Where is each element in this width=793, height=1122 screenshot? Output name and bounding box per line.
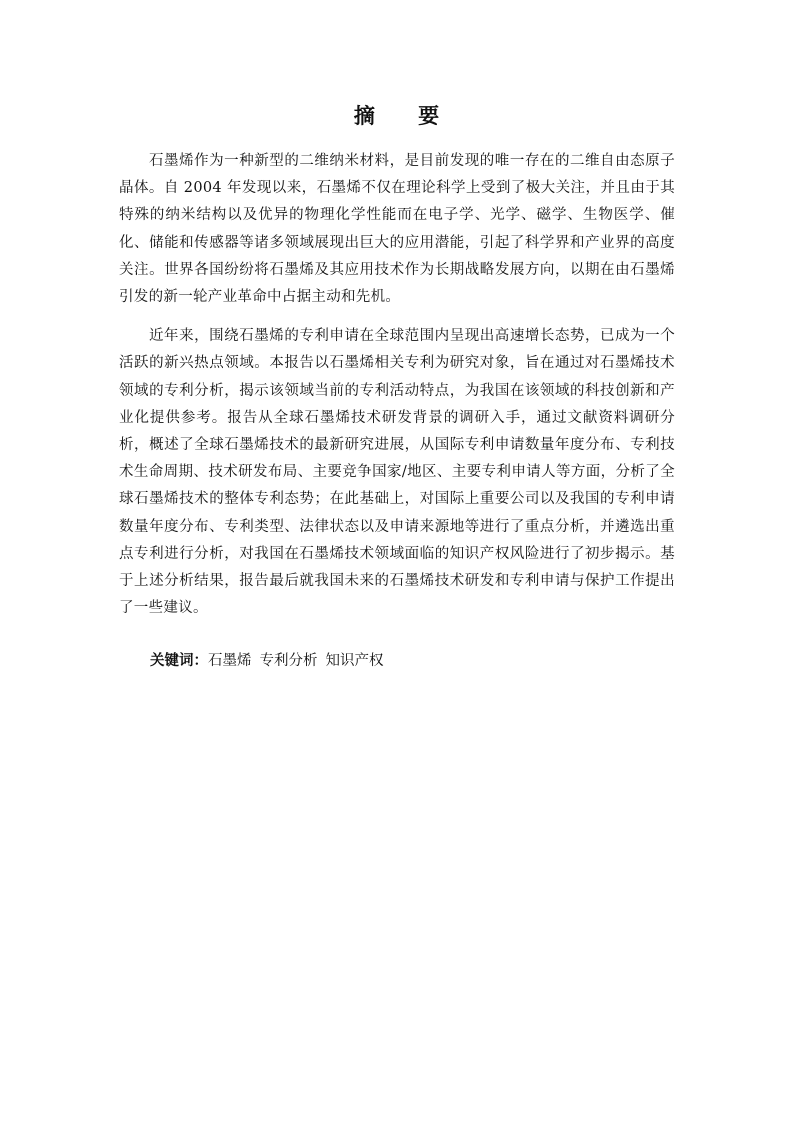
keyword-item: 知识产权 bbox=[325, 653, 384, 669]
abstract-body bbox=[119, 148, 675, 622]
abstract-paragraph-1: 石墨烯作为一种新型的二维纳米材料，是目前发现的唯一存在的二维自由态原子晶体。自 2004 年发现以来，石墨烯不仅在理论科学上受到了极大关注，并且由于其特殊的纳米结构以及优异的物理化学性能而在电子学、光学、磁学、生物医学、催化、储能和传感器等诸多领域展现出巨大的应用潜能，引起了科学界和产业界的高度关注。世界各国纷纷将石墨烯及其应用技术作为长期战略发展方向，以期在由石墨烯引发的新一轮产业革命中占据主动和先机。 bbox=[119, 153, 675, 306]
keyword-item: 专利分析 bbox=[259, 653, 318, 669]
keywords-line bbox=[150, 648, 384, 675]
abstract-paragraph-2: 近年来，围绕石墨烯的专利申请在全球范围内呈现出高速增长态势，已成为一个活跃的新兴热点领域。本报告以石墨烯相关专利为研究对象，旨在通过对石墨烯技术领域的专利分析，揭示该领域当前的专利活动特点，为我国在该领域的科技创新和产业化提供参考。报告从全球石墨烯技术研发背景的调研入手，通过文献资料调研分析，概述了全球石墨烯技术的最新研究进展，从国际专利申请数量年度分布、专利技术生命周期、技术研发布局、主要竞争国家/地区、主要专利申请人等方面，分析了全球石墨烯技术的整体专利态势；在此基础上，对国际上重要公司以及我国的专利申请数量年度分布、专利类型、法律状态以及申请来源地等进行了重点分析，并遴选出重点专利进行分析，对我国在石墨烯技术领域面临的知识产权风险进行了初步揭示。基于上述分析结果，报告最后就我国未来的石墨烯技术研发和专利申请与保护工作提出了一些建议。 bbox=[119, 328, 675, 617]
abstract-title: 摘 要 bbox=[353, 104, 458, 128]
keyword-item: 石墨烯 bbox=[208, 653, 252, 669]
keywords-label: 关键词： bbox=[150, 653, 208, 669]
